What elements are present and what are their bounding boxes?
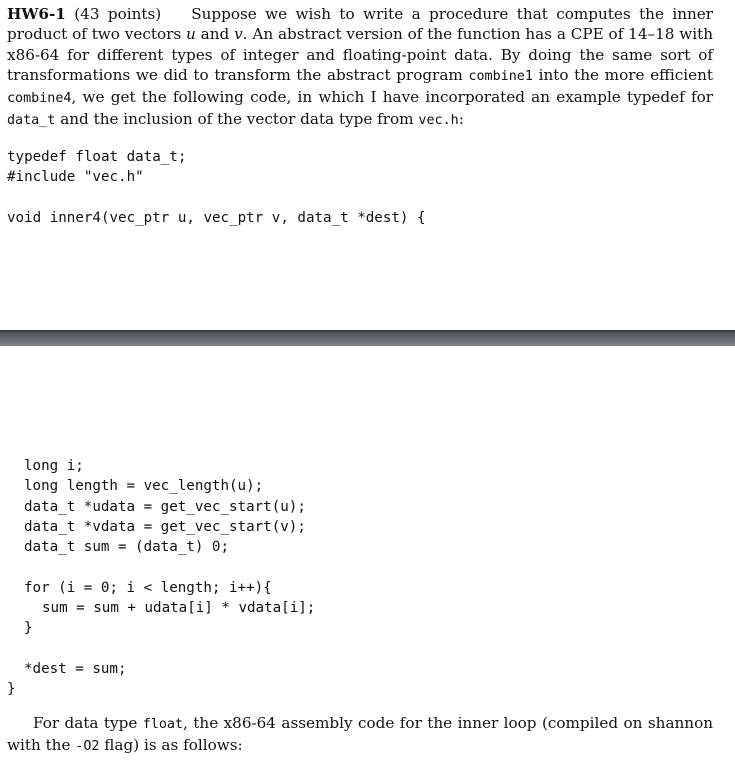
problem-title: HW6-1 [7,5,66,23]
problem-points: (43 points) [74,5,162,23]
assembly-intro-paragraph: For data type float, the x86-64 assembly code for the inner loop (compiled on shannon with the -O2 flag) is as follows: [7,714,713,755]
code-line: data_t sum = (data_t) 0; [24,539,229,555]
code-typedef: typedef float data_t; [7,149,187,165]
code-include: #include "vec.h" [7,169,144,185]
code-function-signature: void inner4(vec_ptr u, vec_ptr v, data_t *dest) { [7,210,426,226]
code-loop-close-brace: } [24,620,33,636]
code-dest-assign: *dest = sum; [24,661,127,677]
code-line: long i; [24,458,84,474]
section-divider-bar [0,330,735,346]
problem-intro-paragraph: HW6-1 (43 points) Suppose we wish to write a procedure that computes the inner product of two vectors u and v. An abstract version of the function has a CPE of 14–18 with x86-64 for different types of integer and floating-point data. By doing the same sort of transformations we did to transform the abstract program combine1 into the more efficient combine4, we get the following code, in which I have incorporated an example typedef for data_t and the inclusion of the vector data type from vec.h: [7,5,714,129]
code-loop-body: sum = sum + udata[i] * vdata[i]; [42,600,316,616]
code-line: long length = vec_length(u); [24,478,264,494]
code-line: data_t *vdata = get_vec_start(v); [24,519,306,535]
code-line: data_t *udata = get_vec_start(u); [24,499,306,515]
code-for-loop: for (i = 0; i < length; i++){ [24,580,272,596]
code-function-close-brace: } [7,681,16,697]
